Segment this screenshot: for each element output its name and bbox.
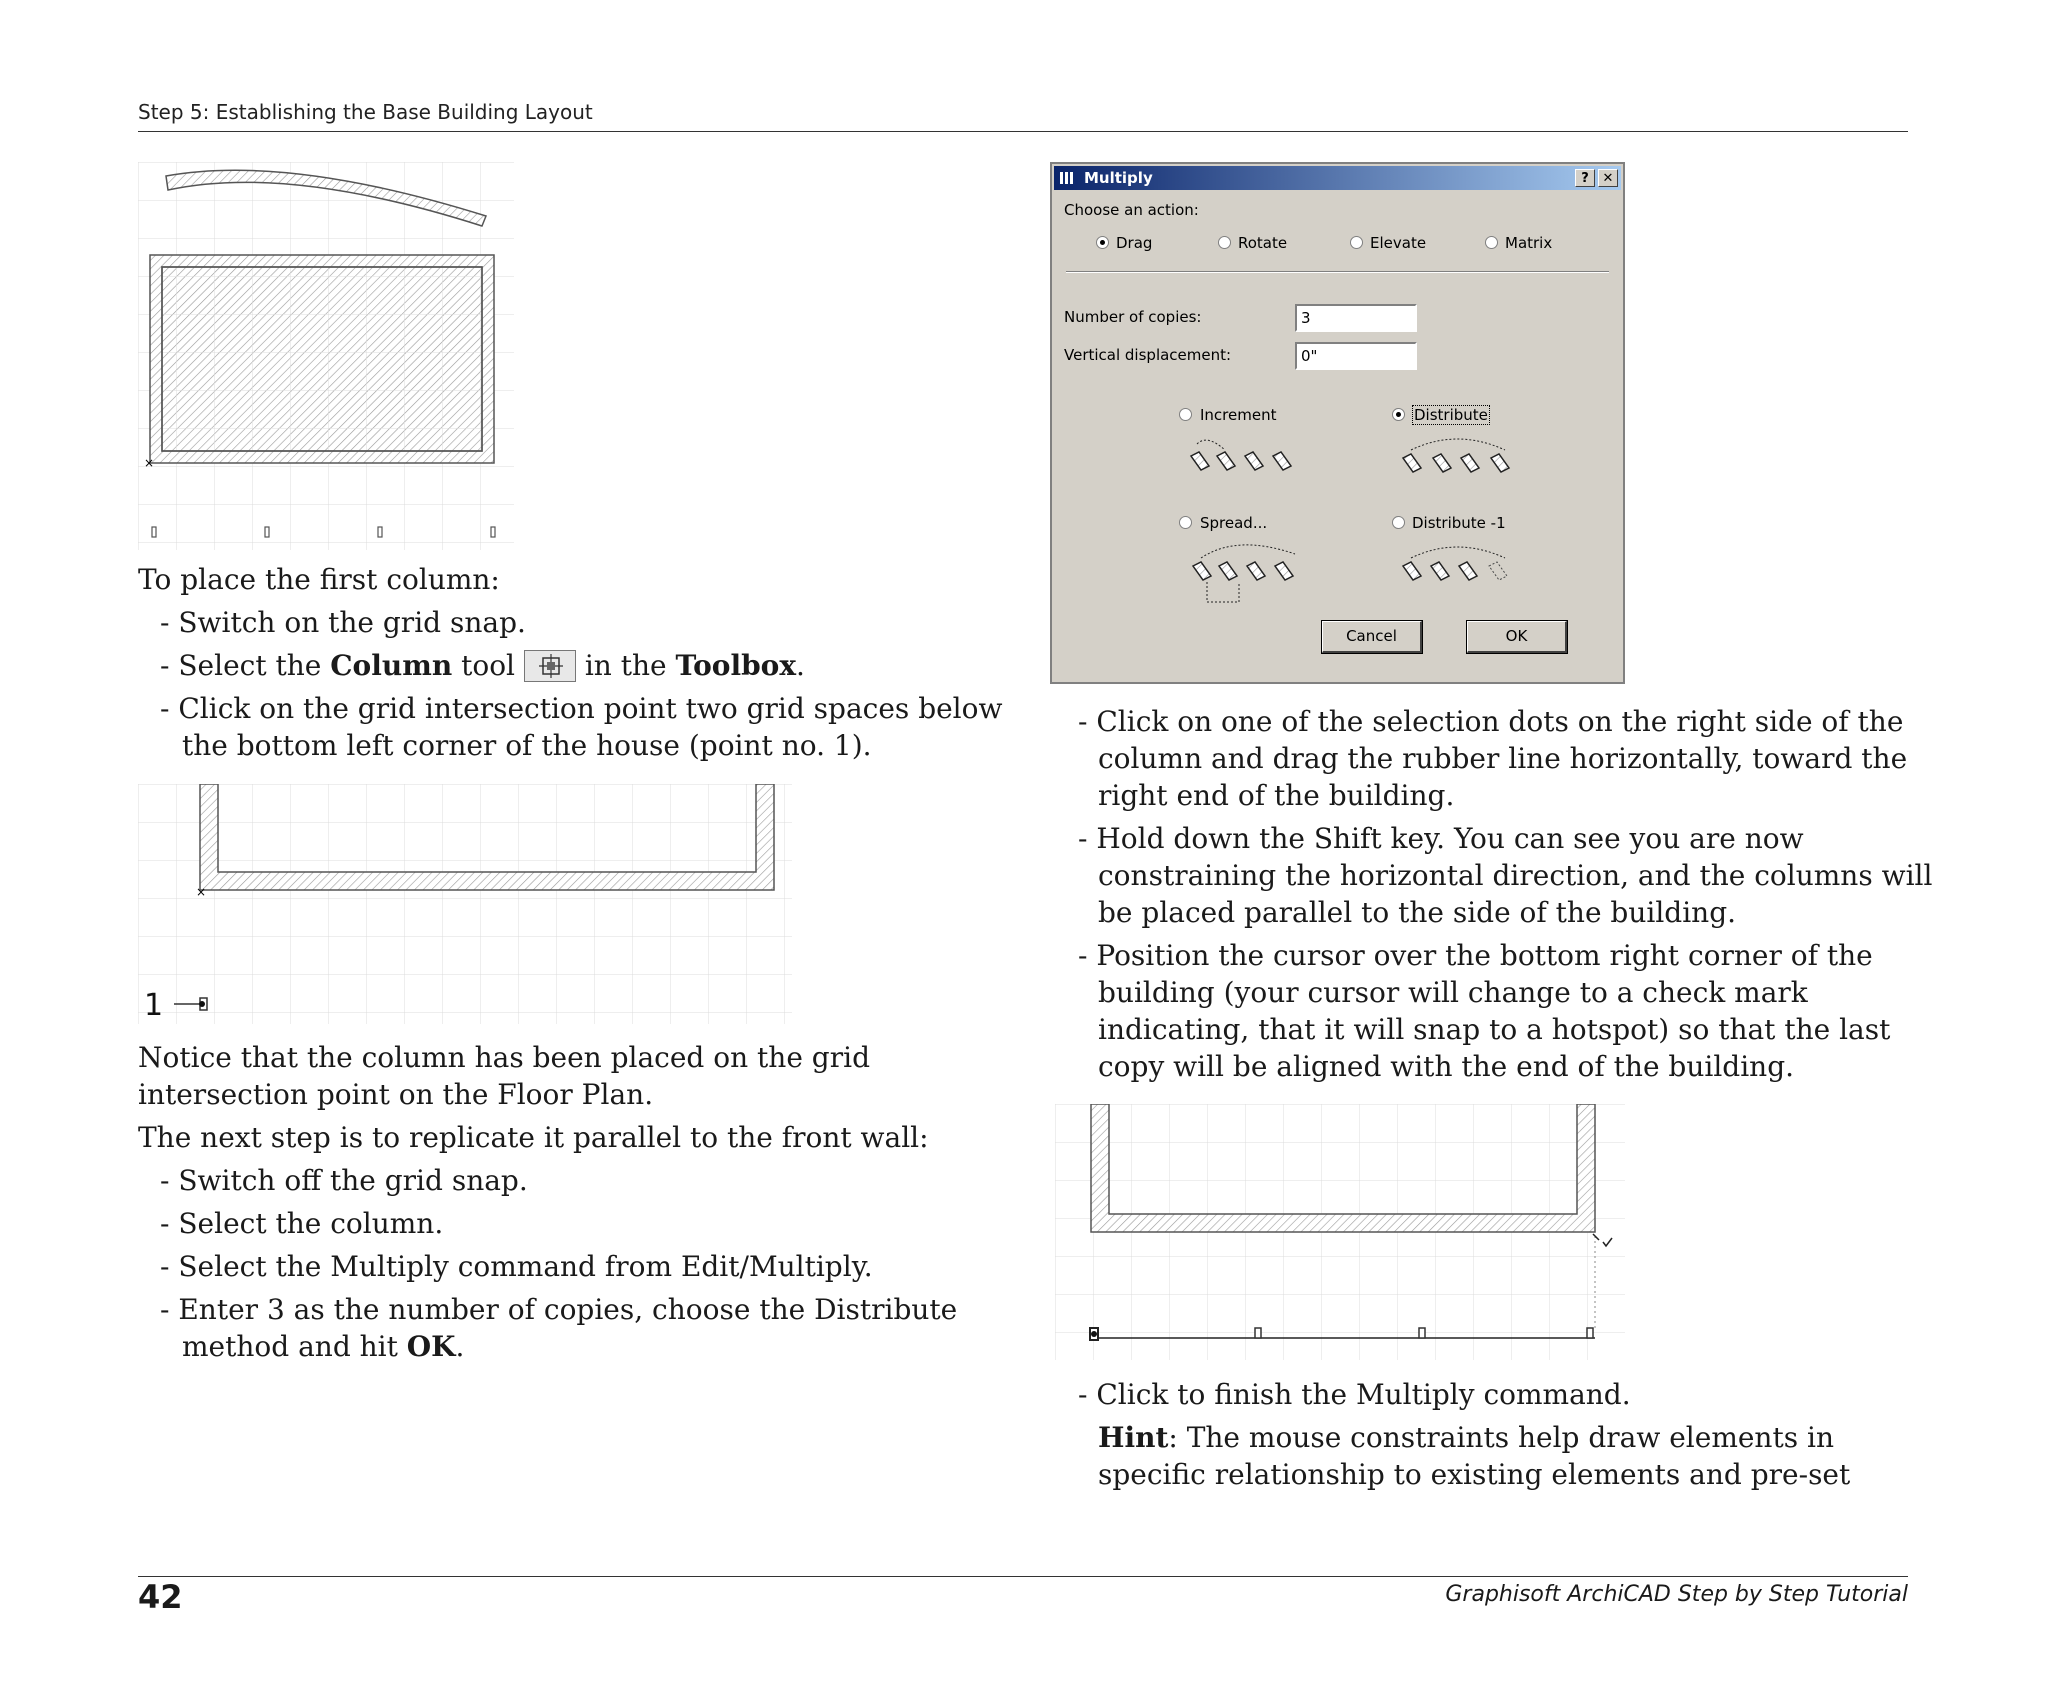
radio-elevate[interactable] <box>1350 236 1363 249</box>
radio-increment[interactable] <box>1179 408 1192 421</box>
step3-line2: the bottom left corner of the house (point no. 1). <box>182 729 872 762</box>
step7-line1: - Enter 3 as the number of copies, choose the Distribute <box>160 1293 958 1326</box>
multiply-dialog <box>1050 162 1625 684</box>
increment-illustration <box>1187 434 1307 478</box>
next-step-text: The next step is to replicate it parallel to the front wall: <box>138 1121 929 1154</box>
label-drag: Drag <box>1116 234 1153 252</box>
intro-text: To place the first column: <box>138 563 500 596</box>
r1-line2: column and drag the rubber line horizontally, toward the <box>1098 742 1908 775</box>
cancel-button[interactable]: Cancel <box>1322 621 1422 653</box>
r2-line1: - Hold down the Shift key. You can see you are now <box>1078 822 1804 855</box>
step2-pre: - Select the <box>160 649 331 682</box>
point-number-label: 1 <box>144 988 164 1023</box>
hint-paragraph <box>1078 1419 1938 1493</box>
step2-end: . <box>796 649 805 682</box>
figure-column-point <box>138 784 792 1024</box>
column-tool-icon <box>524 650 576 682</box>
notice-line2: intersection point on the Floor Plan. <box>138 1078 654 1111</box>
left-instructions-2 <box>138 1039 1038 1365</box>
r2-line3: be placed parallel to the side of the building. <box>1098 896 1737 929</box>
vdisp-input[interactable]: 0" <box>1295 342 1417 370</box>
ok-button[interactable]: OK <box>1467 621 1567 653</box>
step-finish-multiply: - Click to finish the Multiply command. <box>1078 1378 1631 1411</box>
header-rule <box>138 131 1908 132</box>
radio-spread[interactable] <box>1179 516 1192 529</box>
step-click-intersection <box>138 690 1018 764</box>
r3-line2: building (your cursor will change to a check mark <box>1098 976 1808 1009</box>
label-distribute-minus-one: Distribute -1 <box>1412 514 1506 532</box>
close-button[interactable]: ✕ <box>1598 169 1618 187</box>
step2-mid: tool <box>452 649 524 682</box>
distribute-illustration <box>1397 432 1527 480</box>
distribute-minus-one-illustration <box>1397 536 1527 596</box>
running-head: Step 5: Establishing the Base Building Layout <box>138 100 593 124</box>
radio-drag[interactable] <box>1096 236 1109 249</box>
step-grid-snap-on: - Switch on the grid snap. <box>160 606 526 639</box>
radio-matrix[interactable] <box>1485 236 1498 249</box>
step7-line2 <box>182 1328 1038 1365</box>
step-multiply-command: - Select the Multiply command from Edit/Multiply. <box>160 1250 873 1283</box>
dialog-title: Multiply <box>1084 169 1153 187</box>
step-select-column <box>138 647 1018 684</box>
toolbox-bold: Toolbox <box>675 649 797 682</box>
copies-label: Number of copies: <box>1064 308 1202 326</box>
footer-rule <box>138 1576 1908 1577</box>
figure-multiplied-columns <box>1055 1104 1625 1360</box>
hint-text1: : The mouse constraints help draw elements in <box>1168 1421 1834 1454</box>
book-title: Graphisoft ArchiCAD Step by Step Tutorial <box>1445 1582 1908 1607</box>
r3-line4: copy will be aligned with the end of the building. <box>1098 1050 1795 1083</box>
help-button[interactable]: ? <box>1575 169 1595 187</box>
r3-line3: indicating, that it will snap to a hotspot) so that the last <box>1098 1013 1891 1046</box>
app-icon <box>1059 170 1077 186</box>
hint-line2: specific relationship to existing elements and pre-set <box>1098 1458 1851 1491</box>
left-instructions-1 <box>138 561 1018 764</box>
radio-distribute[interactable] <box>1392 408 1405 421</box>
step-grid-snap-off: - Switch off the grid snap. <box>160 1164 528 1197</box>
column-bold: Column <box>330 649 453 682</box>
step7-end: . <box>455 1330 465 1363</box>
r1-line1: - Click on one of the selection dots on the right side of the <box>1078 705 1904 738</box>
figure-house-plan <box>138 162 514 550</box>
choose-action-label: Choose an action: <box>1064 201 1199 219</box>
page-number: 42 <box>138 1578 183 1616</box>
step-enter-copies <box>138 1291 1038 1365</box>
step7-pre: method and hit <box>182 1330 407 1363</box>
vdisp-label: Vertical displacement: <box>1064 346 1232 364</box>
step-hold-shift <box>1078 820 1938 931</box>
step-drag-rubber-line <box>1078 703 1938 814</box>
step3-line1: - Click on the grid intersection point two grid spaces below <box>160 692 1003 725</box>
svg-text:×: × <box>196 885 207 899</box>
notice-line1: Notice that the column has been placed on the grid <box>138 1041 870 1074</box>
label-matrix: Matrix <box>1505 234 1553 252</box>
ok-bold: OK <box>406 1330 456 1363</box>
radio-distribute-minus-one[interactable] <box>1392 516 1405 529</box>
label-elevate: Elevate <box>1370 234 1427 252</box>
r1-line3: right end of the building. <box>1098 779 1455 812</box>
house-inner-area <box>162 267 482 451</box>
spread-illustration <box>1187 536 1307 608</box>
svg-text:×: × <box>144 456 155 470</box>
distribute-text: Distribute <box>1414 406 1488 424</box>
hint-line1 <box>1098 1419 1938 1456</box>
step2-post: in the <box>575 649 676 682</box>
radio-rotate[interactable] <box>1218 236 1231 249</box>
dialog-separator <box>1066 271 1609 273</box>
dialog-titlebar[interactable] <box>1054 166 1621 190</box>
step-select-the-column: - Select the column. <box>160 1207 444 1240</box>
label-rotate: Rotate <box>1238 234 1288 252</box>
r2-line2: constraining the horizontal direction, and the columns will <box>1098 859 1933 892</box>
right-instructions-2 <box>1078 1376 1938 1493</box>
hint-bold: Hint <box>1098 1421 1169 1454</box>
copies-input[interactable]: 3 <box>1295 304 1417 332</box>
step-position-cursor <box>1078 937 1938 1085</box>
r3-line1: - Position the cursor over the bottom right corner of the <box>1078 939 1873 972</box>
label-increment: Increment <box>1200 406 1277 424</box>
label-spread: Spread... <box>1200 514 1268 532</box>
right-instructions-1 <box>1078 703 1938 1085</box>
label-distribute <box>1412 406 1490 424</box>
